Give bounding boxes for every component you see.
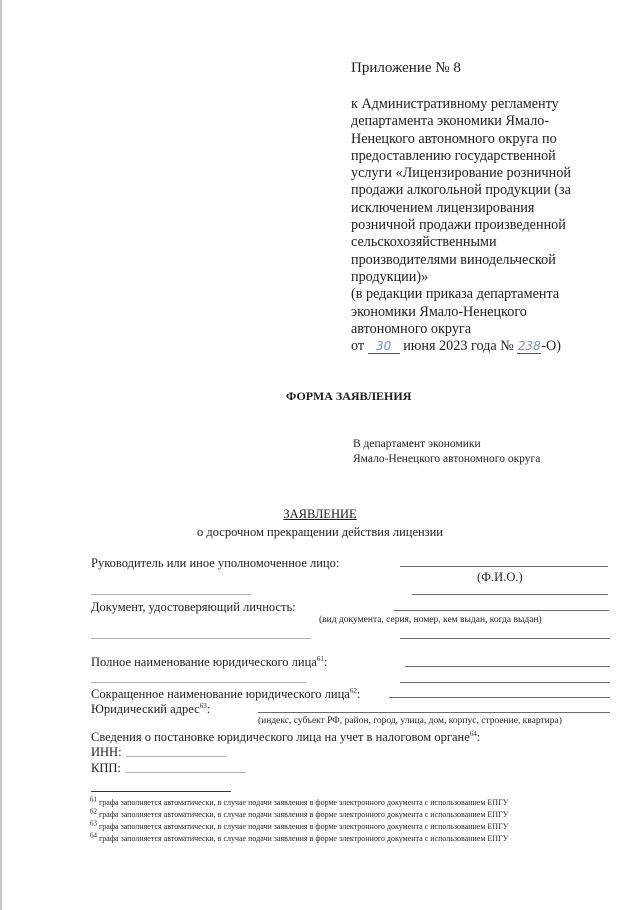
inn-field[interactable] — [126, 756, 226, 757]
application-title: ЗАЯВЛЕНИЕ — [283, 507, 357, 521]
doc-field-continued[interactable] — [91, 638, 311, 639]
footnote — [90, 819, 509, 831]
regulation-line: сельскохозяйственными — [351, 234, 497, 251]
head-extra-field[interactable] — [91, 594, 251, 595]
footnote-text: графа заполняется автоматически, в случае подачи заявления в форме электронного документа с использованием ЕПГУ — [99, 798, 509, 807]
regulation-line: розничной продажи произведенной — [351, 217, 566, 234]
address-label-text: Юридический адрес — [91, 702, 200, 716]
head-label: Руководитель или иное уполномоченное лицо: — [91, 556, 340, 570]
footnote-separator — [91, 791, 231, 792]
footnote-text: графа заполняется автоматически, в случае подачи заявления в форме электронного документа с использованием ЕПГУ — [99, 834, 509, 843]
short-name-field[interactable] — [389, 697, 610, 698]
form-title: ФОРМА ЗАЯВЛЕНИЯ — [286, 389, 412, 403]
doc-field[interactable] — [394, 610, 609, 611]
regulation-line: продукции)» — [351, 268, 429, 285]
tax-label: Сведения о постановке юридического лица на учет в налоговом органе$^{64}$: — [91, 729, 481, 744]
doc-hint: (вид документа, серия, номер, кем выдан, когда выдан) — [319, 615, 542, 625]
fio-hint: (Ф.И.О.) — [477, 570, 523, 584]
regulation-line: предоставлению государственной — [351, 147, 556, 164]
handwritten-day: 30 — [368, 339, 400, 354]
addressee-line: Ямало-Ненецкого автономного округа — [353, 453, 541, 465]
date-prefix: от — [351, 338, 365, 355]
head-name-field[interactable] — [400, 566, 608, 567]
footnote-number: 62 — [90, 807, 97, 816]
kpp-field[interactable] — [126, 772, 246, 773]
footnote-text: графа заполняется автоматически, в случае подачи заявления в форме электронного документа с использованием ЕПГУ — [99, 822, 509, 831]
handwritten-order-number: 238 — [517, 339, 541, 354]
order-suffix: -О) — [541, 338, 561, 355]
regulation-line: (в редакции приказа департамента — [351, 286, 560, 303]
footnote-number: 61 — [90, 795, 97, 804]
footnote — [90, 807, 509, 819]
short-name-label-text: Сокращенное наименование юридического лица — [91, 687, 350, 701]
kpp-label: КПП: — [91, 761, 121, 775]
addressee-line: В департамент экономики — [353, 438, 481, 450]
regulation-line: экономики Ямало-Ненецкого — [351, 303, 527, 320]
footnote-text: графа заполняется автоматически, в случае подачи заявления в форме электронного документа с использованием ЕПГУ — [99, 810, 509, 819]
appendix-number: Приложение № 8 — [351, 60, 461, 76]
application-subtitle: о досрочном прекращении действия лицензии — [196, 525, 443, 539]
address-label: Юридический адрес$^{63}$: — [91, 701, 211, 716]
full-name-field[interactable] — [405, 666, 610, 667]
regulation-line: производителями винодельческой — [351, 251, 556, 268]
scan-edge-shadow — [0, 0, 2, 910]
footnote-ref: 61 — [316, 654, 324, 663]
footnote-ref: 62 — [349, 686, 357, 695]
short-name-label: Сокращенное наименование юридического лица$^{62}$: — [91, 686, 361, 701]
regulation-line: автономного округа — [351, 320, 472, 337]
regulation-line: департамента экономики Ямало- — [351, 113, 550, 130]
tax-label-text: Сведения о постановке юридического лица на учет в налоговом органе — [91, 730, 470, 744]
date-middle: июня 2023 года № — [403, 338, 514, 355]
doc-label: Документ, удостоверяющий личность: — [91, 600, 296, 614]
full-name-field-continued[interactable] — [400, 682, 610, 683]
full-name-label: Полное наименование юридического лица$^{61}$: — [91, 654, 328, 669]
footnote-ref: 64 — [469, 729, 477, 738]
address-field[interactable] — [258, 712, 610, 713]
footnote-number: 63 — [90, 819, 97, 828]
regulation-line: к Административному регламенту — [351, 96, 559, 112]
regulation-line: услуги «Лицензирование розничной — [351, 165, 571, 182]
full-name-field-continued[interactable] — [91, 682, 306, 683]
addressee — [353, 437, 540, 467]
head-extra-field[interactable] — [412, 594, 608, 595]
regulation-line: Ненецкого автономного округа по — [351, 130, 557, 147]
footnote — [90, 795, 509, 807]
doc-field-continued[interactable] — [400, 638, 610, 639]
regulation-line: продажи алкогольной продукции (за — [351, 182, 571, 199]
address-hint: (индекс, субъект РФ, район, город, улица, дом, корпус, строение, квартира) — [258, 716, 562, 726]
order-date-line — [351, 338, 601, 355]
footnote — [90, 831, 509, 843]
full-name-label-text: Полное наименование юридического лица — [91, 655, 317, 669]
footnote-ref: 63 — [199, 701, 207, 710]
inn-label: ИНН: — [91, 745, 122, 759]
footnote-number: 64 — [90, 831, 97, 840]
regulation-line: исключением лицензирования — [351, 199, 535, 216]
regulation-reference — [351, 96, 601, 355]
